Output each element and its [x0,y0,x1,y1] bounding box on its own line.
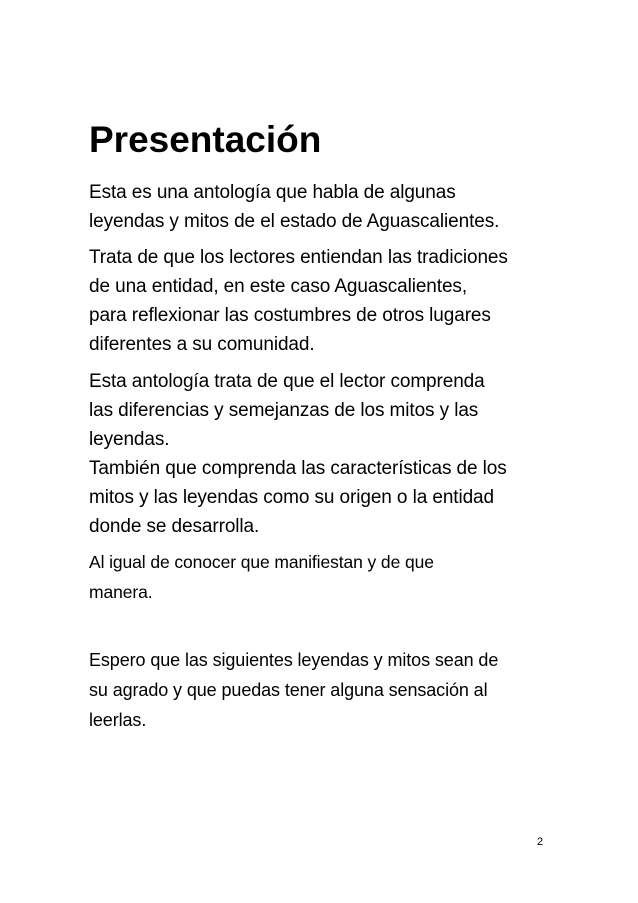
paragraph-line: diferentes a su comunidad. [89,334,315,355]
paragraph-line: leerlas. [89,710,147,730]
paragraph-line: manera. [89,582,153,602]
paragraph-intro [89,178,559,236]
paragraph-closing [89,645,559,735]
paragraph-line: Esta es una antología que habla de algunas [89,182,456,203]
paragraph-line: su agrado y que puedas tener alguna sensación al [89,680,488,700]
paragraph-line: Espero que las siguientes leyendas y mitos sean de [89,650,499,670]
paragraph-manifest [89,547,559,607]
paragraph-line: leyendas. [89,429,170,450]
paragraph-line: leyendas y mitos de el estado de Aguascalientes. [89,211,500,232]
paragraph-line: Trata de que los lectores entiendan las tradiciones [89,247,508,268]
paragraph-line: Esta antología trata de que el lector comprenda [89,371,485,392]
paragraph-line: mitos y las leyendas como su origen o la entidad [89,487,494,508]
paragraph-line: para reflexionar las costumbres de otros lugares [89,305,491,326]
page-number: 2 [537,836,544,848]
paragraph-line: donde se desarrolla. [89,516,260,537]
paragraph-purpose [89,243,559,359]
paragraph-line: de una entidad, en este caso Aguascalientes, [89,276,467,297]
paragraph-characteristics [89,454,559,541]
paragraph-differences [89,367,559,454]
paragraph-line: También que comprenda las características de los [89,458,507,479]
paragraph-line: Al igual de conocer que manifiestan y de que [89,552,434,572]
page-title: Presentación [89,119,322,160]
paragraph-line: las diferencias y semejanzas de los mitos y las [89,400,479,421]
